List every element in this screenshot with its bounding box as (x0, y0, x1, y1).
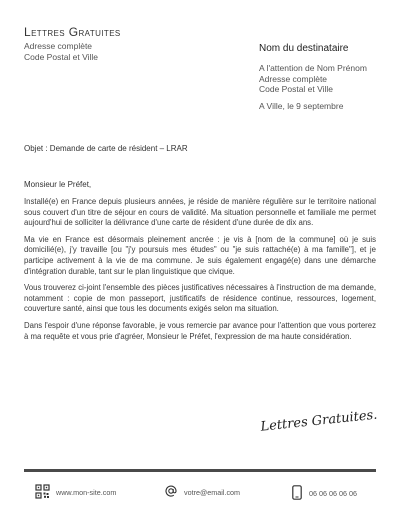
recipient-attention: A l'attention de Nom Prénom (259, 63, 367, 73)
body-paragraph: Vous trouverez ci-joint l'ensemble des pièces justificatives nécessaires à l'instruction de ma demande, notamment : copie de mon passeport, justificatifs de résidence continue, ressources, logement, couverture santé, ainsi que tous les documents exigés selon ma situation. (24, 283, 376, 314)
smartphone-icon (292, 485, 302, 502)
body-paragraph: Dans l'espoir d'une réponse favorable, je vous remercie par avance pour l'attention que vous porterez à ma requête et vous prie d'agréer, Monsieur le Préfet, l'expression de ma haute considération. (24, 320, 376, 341)
letter-salutation: Monsieur le Préfet, (24, 180, 92, 189)
sender-postal-line: Code Postal et Ville (24, 51, 99, 62)
sender-address-line: Adresse complète (24, 41, 93, 51)
body-paragraph: Ma vie en France est désormais pleinement ancrée : je vis à [nom de la commune] où je suis domicilié(e), j'y travaille [ou "j'y poursuis mes études" ou "je suis rattaché(e) à ma famille"], et je participe activement à la vie de ma commune. Je suis également engagé(e) dans une démarche d'intégration durable, tant sur le plan linguistique que civique. (24, 234, 376, 276)
letter-body (24, 197, 376, 348)
footer-phone-text: 06 06 06 06 06 (309, 489, 357, 498)
sender-brand: Lettres Gratuites (24, 25, 121, 39)
svg-text:Lettres Gratuites.: Lettres Gratuites. (259, 407, 379, 435)
letter-date: A Ville, le 9 septembre (259, 101, 344, 111)
sender-address (24, 41, 98, 62)
recipient-address-line: Adresse complète (259, 73, 328, 84)
recipient-name: Nom du destinataire (259, 43, 349, 54)
at-sign-icon (165, 485, 177, 499)
footer-email-text: votre@email.com (184, 487, 241, 497)
footer-website-text: www.mon-site.com (56, 488, 117, 497)
body-paragraph: Installé(e) en France depuis plusieurs années, je réside de manière régulière sur le territoire national sous couvert d'un titre de séjour en cours de validité. Ma situation personnelle et familiale me permet aujourd'hui de solliciter la délivrance d'une carte de résident d'une durée de dix ans. (24, 197, 376, 228)
footer-email[interactable] (165, 485, 240, 499)
qr-code-icon (36, 485, 49, 500)
handwritten-signature (258, 404, 379, 439)
footer-phone[interactable] (292, 485, 357, 502)
recipient-address (259, 63, 367, 95)
letter-subject: Objet : Demande de carte de résident – LRAR (24, 144, 188, 153)
footer-website[interactable] (36, 485, 116, 500)
footer-divider (24, 469, 376, 472)
recipient-postal-line: Code Postal et Ville (259, 84, 334, 94)
